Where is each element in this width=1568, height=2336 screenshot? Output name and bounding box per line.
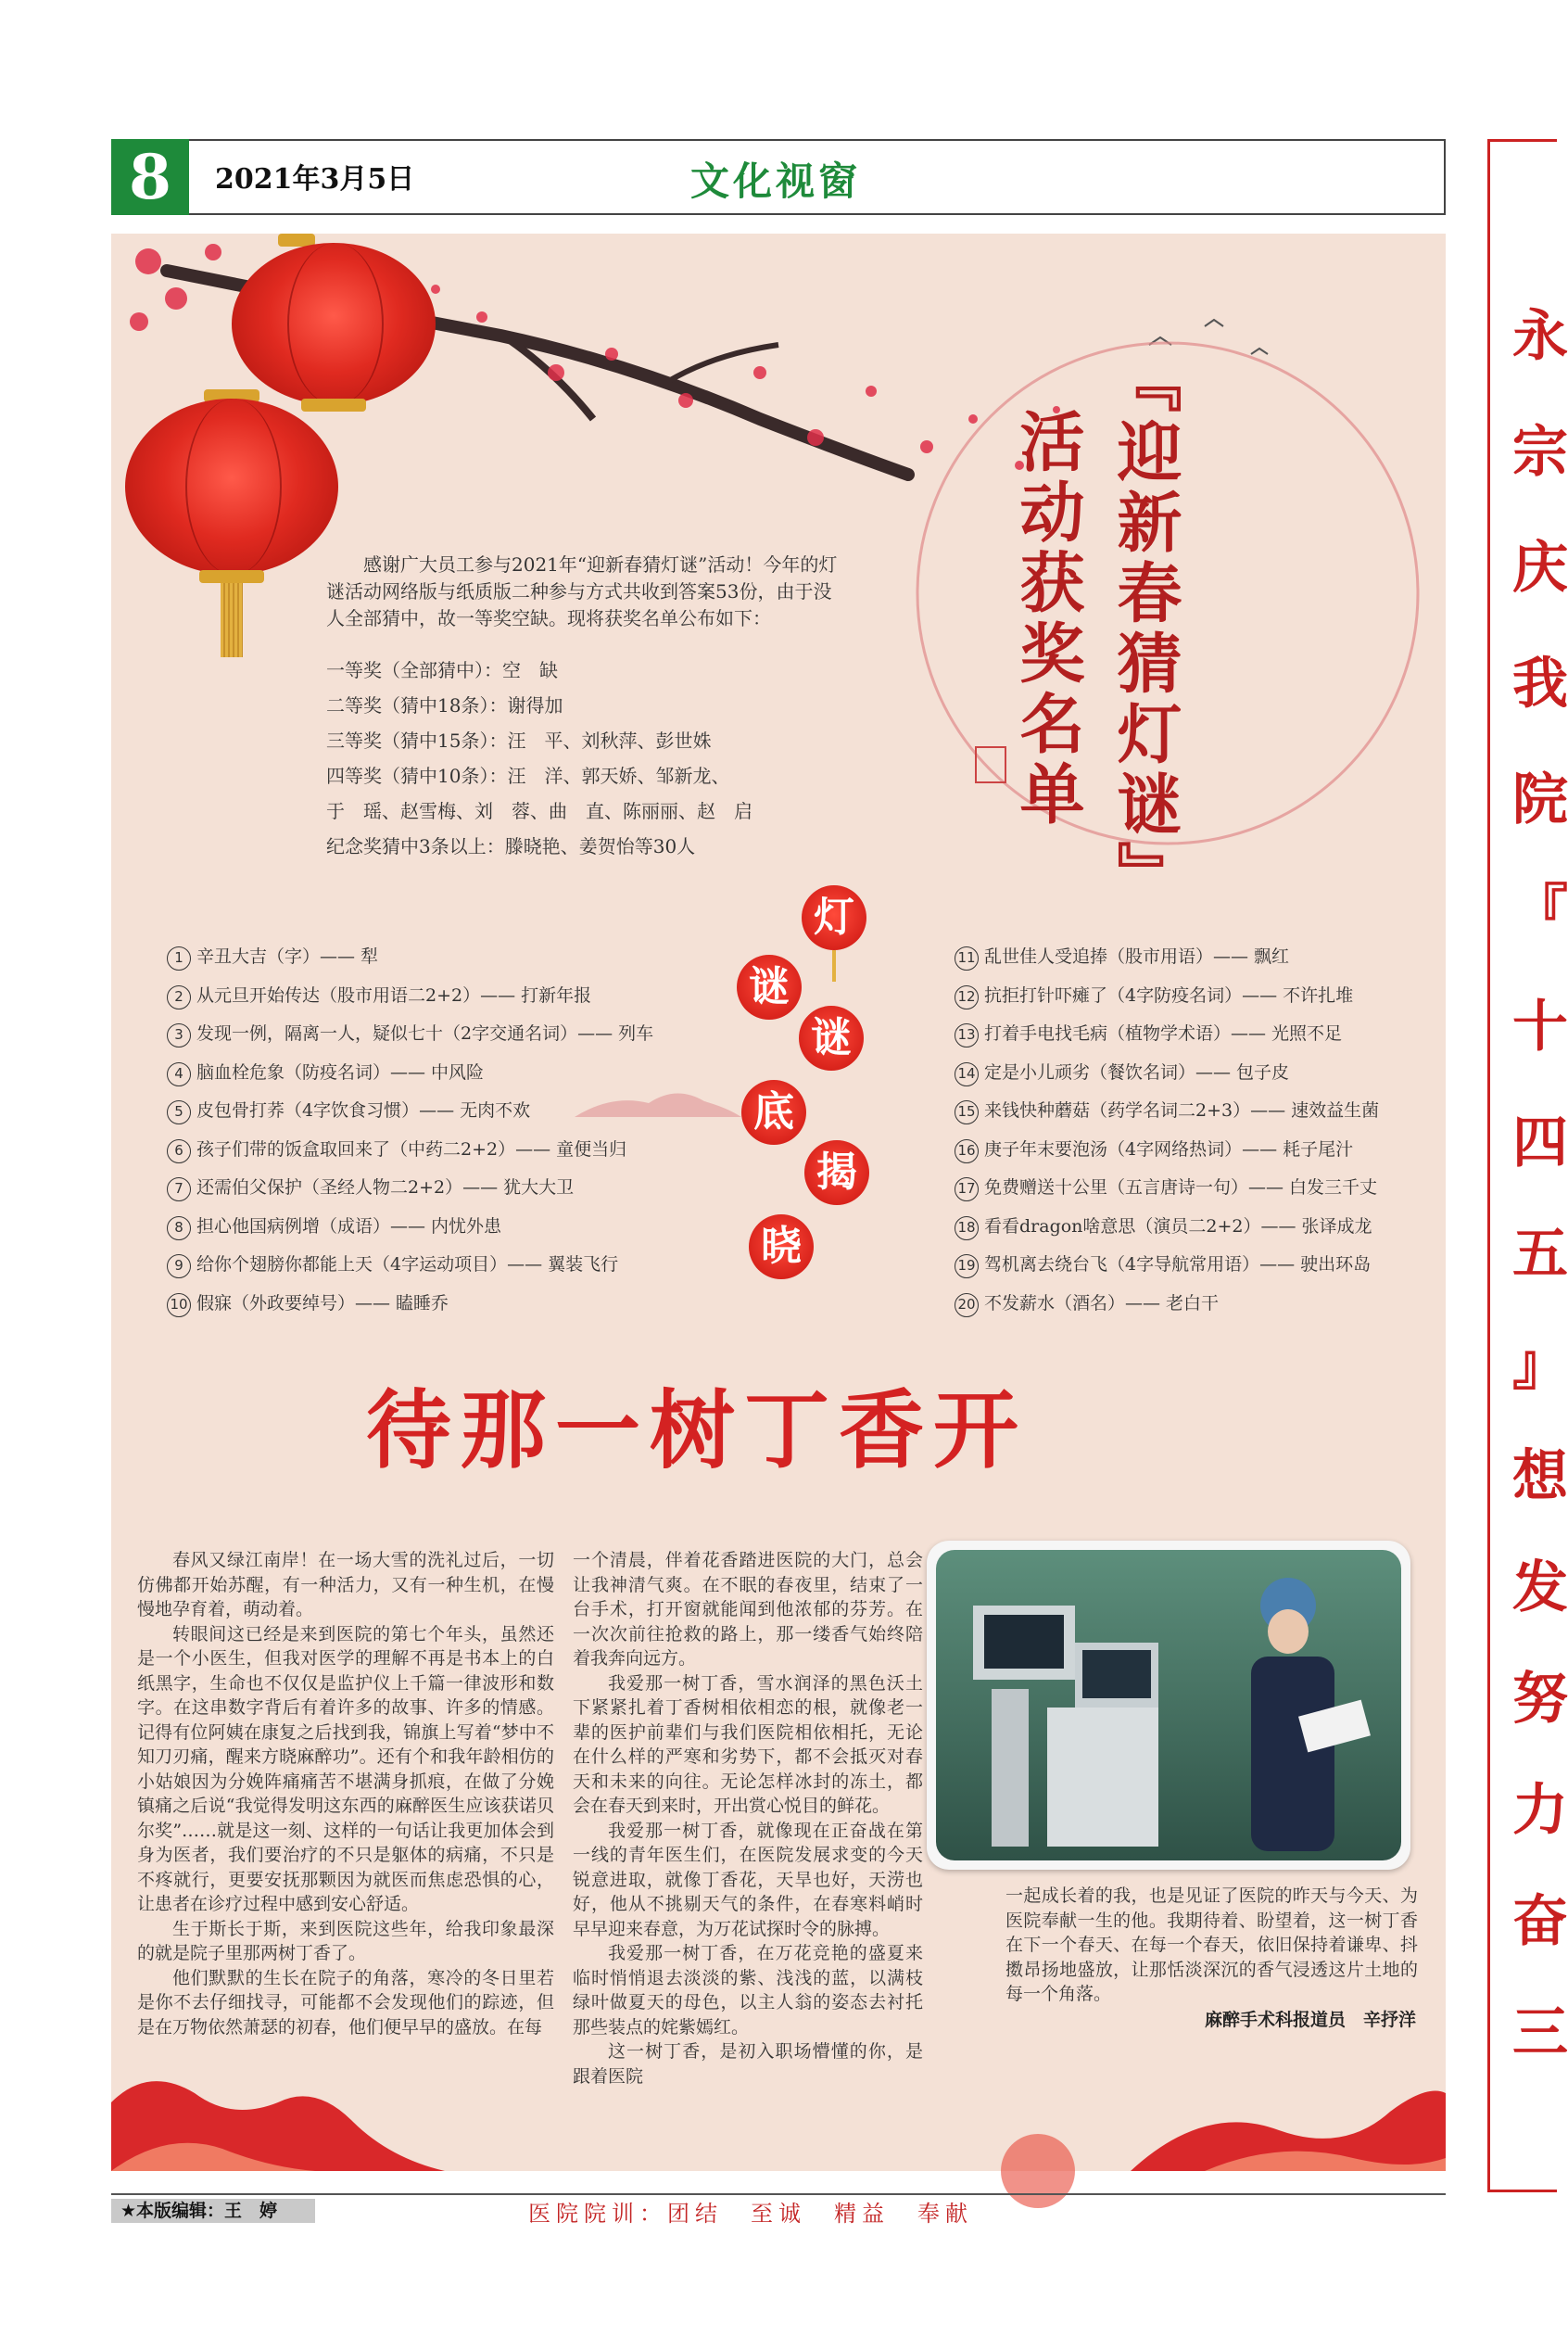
prize-line: 于 瑶、赵雪梅、刘 蓉、曲 直、陈丽丽、赵 启 <box>326 800 752 822</box>
riddle-text: 定是小儿顽劣（餐饮名词）—— 包子皮 <box>984 1062 1290 1083</box>
riddle-item <box>167 1136 626 1163</box>
lantern-char: 谜 <box>737 955 802 1020</box>
strip-char: 庆 <box>1512 536 1568 601</box>
cloud-mountain-icon <box>575 1085 741 1122</box>
strip-char: 『 <box>1512 879 1568 944</box>
riddle-number: 2 <box>167 985 191 1009</box>
strip-char: 永 <box>1512 304 1568 369</box>
riddle-text: 免费赠送十公里（五言唐诗一句）—— 白发三千丈 <box>984 1177 1378 1198</box>
paragraph: 我爱那一树丁香，就像现在正奋战在第一线的青年医生们，在医院发展求变的今天锐意进取，就像丁香花，天旱也好，天涝也好，他从不挑剔天气的条件，在春寒料峭时早早迎来春意，为万花试探时令的脉搏。 <box>573 1820 923 1939</box>
strip-char: 发 <box>1512 1555 1568 1620</box>
strip-char: 五 <box>1512 1222 1568 1287</box>
riddle-item <box>167 943 378 971</box>
strip-char: 三 <box>1512 2000 1568 2065</box>
riddle-text: 孩子们带的饭盒取回来了（中药二2+2）—— 童便当归 <box>196 1139 627 1160</box>
lantern-rib <box>287 243 384 405</box>
article-column-3 <box>1005 1884 1418 2007</box>
riddle-number: 4 <box>167 1062 191 1086</box>
riddle-number: 11 <box>955 946 979 971</box>
paragraph: 转眼间这已经是来到医院的第七个年头，虽然还是一个小医生，但我对医学的理解不再是书本上的白纸黑字，生命也不仅仅是监护仪上千篇一律波形和数字。在这串数字背后有着许多的故事、许多的情感。记得有位阿姨在康复之后找到我，锦旗上写着“梦中不知刀刃痛，醒来方晓麻醉功”。还有个和我年龄相仿的小姑娘因为分娩阵痛痛苦不堪满身抓痕，在做了分娩镇痛之后说“我觉得发明这东西的麻醉医生应该获诺贝尔奖”……就是这一刻、这样的一句话让我更加体会到身为医者，我们要治疗的不只是躯体的病痛，不只是不疼就行，更要安抚那颗因为就医而焦虑恐惧的心，让患者在诊疗过程中感到安心舒适。 <box>137 1623 554 1914</box>
lantern-rib <box>185 399 282 575</box>
page-editor: ★本版编辑：王 婷 <box>111 2199 315 2223</box>
riddle-number: 14 <box>955 1062 979 1086</box>
article-column-1 <box>137 1548 554 2039</box>
prize-line: 三等奖（猜中15条）：汪 平、刘秋萍、彭世姝 <box>326 730 712 752</box>
riddle-item <box>167 1289 449 1317</box>
riddle-text: 来钱快种蘑菇（药学名词二2+3）—— 速效益生菌 <box>984 1100 1380 1121</box>
riddle-text: 从元旦开始传达（股市用语二2+2）—— 打新年报 <box>196 985 592 1006</box>
strip-char: 努 <box>1512 1667 1568 1732</box>
prize-line: 纪念奖猜中3条以上：滕晓艳、姜贺怡等30人 <box>326 835 696 857</box>
riddle-item <box>167 1212 501 1240</box>
riddle-number: 19 <box>955 1254 979 1278</box>
article-column-2 <box>573 1548 923 2088</box>
riddle-text: 给你个翅膀你都能上天（4字运动项目）—— 翼装飞行 <box>196 1254 619 1275</box>
section-title: 文化视窗 <box>690 159 862 204</box>
riddle-number: 1 <box>167 946 191 971</box>
riddle-text: 发现一例，隔离一人，疑似七十（2字交通名词）—— 列车 <box>196 1023 654 1044</box>
riddle-number: 20 <box>955 1293 979 1317</box>
riddle-item <box>955 1212 1372 1240</box>
riddle-text: 看看dragon啥意思（演员二2+2）—— 张译成龙 <box>984 1216 1372 1237</box>
riddle-number: 18 <box>955 1216 979 1240</box>
intro-text: 感谢广大员工参与2021年“迎新春猜灯谜”活动！今年的灯谜活动网络版与纸质版二种参与方式共收到答案53份，由于没人全部猜中，故一等奖空缺。现将获奖名单公布如下： <box>326 553 838 629</box>
riddle-item <box>167 1097 530 1124</box>
riddle-item <box>955 1251 1371 1278</box>
contest-intro <box>326 552 845 632</box>
riddle-item <box>167 982 591 1009</box>
page-number: 8 <box>111 139 189 215</box>
riddle-number: 16 <box>955 1139 979 1163</box>
strip-char: 宗 <box>1512 420 1568 485</box>
strip-char: 十 <box>1512 995 1568 1060</box>
strip-char: 院 <box>1512 768 1568 832</box>
lantern-tassel <box>221 583 243 657</box>
riddle-number: 6 <box>167 1139 191 1163</box>
lantern-cap <box>301 399 366 412</box>
strip-char: 四 <box>1512 1111 1568 1175</box>
strip-char: 想 <box>1512 1444 1568 1509</box>
lantern-char: 谜 <box>799 1006 864 1071</box>
hospital-motto: 医院院训：团结 至诚 精益 奉献 <box>528 2201 973 2227</box>
red-wave-decoration <box>111 2065 1446 2171</box>
riddle-item <box>167 1059 484 1086</box>
lantern-char: 晓 <box>749 1214 814 1279</box>
seal-stamp-icon <box>975 746 1006 783</box>
strip-char: 奋 <box>1512 1889 1568 1954</box>
riddle-number: 5 <box>167 1100 191 1124</box>
riddle-number: 17 <box>955 1177 979 1201</box>
lantern-char: 底 <box>741 1080 806 1145</box>
riddle-text: 乱世佳人受追捧（股市用语）—— 飘红 <box>984 946 1290 967</box>
riddle-text: 皮包骨打荞（4字饮食习惯）—— 无肉不欢 <box>196 1100 531 1121</box>
riddle-text: 脑血栓危象（防疫名词）—— 中风险 <box>196 1062 485 1083</box>
riddle-number: 8 <box>167 1216 191 1240</box>
riddle-text: 驾机离去绕台飞（4字导航常用语）—— 驶出环岛 <box>984 1254 1372 1275</box>
riddle-item <box>955 982 1353 1009</box>
article-byline: 麻醉手术科报道员 辛抒洋 <box>1205 2010 1417 2030</box>
paragraph: 一起成长着的我，也是见证了医院的昨天与今天、为医院奉献一生的他。我期待着、盼望着，这一树丁香在下一个春天、在每一个春天，依旧保持着谦卑、抖擞昂扬地盛放，让那恬淡深沉的香气浸透这片土地的每一个角落。 <box>1005 1885 1418 2004</box>
riddle-number: 12 <box>955 985 979 1009</box>
riddle-text: 庚子年末要泡汤（4字网络热词）—— 耗子尾汁 <box>984 1139 1354 1160</box>
riddle-text: 不发薪水（酒名）—— 老白干 <box>984 1293 1220 1314</box>
lantern-char: 揭 <box>804 1140 869 1205</box>
riddle-item <box>955 1289 1219 1317</box>
riddle-item <box>167 1020 653 1047</box>
prize-line: 四等奖（猜中10条）：汪 洋、郭天娇、邹新龙、 <box>326 765 730 787</box>
strip-char: 我 <box>1512 652 1568 717</box>
riddle-number: 15 <box>955 1100 979 1124</box>
lantern-tassel <box>832 950 836 982</box>
riddle-item <box>955 1059 1289 1086</box>
riddle-item <box>955 1174 1377 1201</box>
paragraph: 这一树丁香，是初入职场懵懂的你，是跟着医院 <box>573 2041 923 2087</box>
riddle-item <box>955 1020 1342 1047</box>
paragraph: 生于斯长于斯，来到医院这些年，给我印象最深的就是院子里那两树丁香了。 <box>137 1918 554 1963</box>
riddle-number: 3 <box>167 1023 191 1047</box>
contest-title-sub: 活动获奖名单 <box>1009 408 1085 831</box>
strip-char: 』 <box>1512 1333 1568 1398</box>
surgery-photo-icon <box>936 1550 1401 1860</box>
paragraph: 春风又绿江南岸！在一场大雪的洗礼过后，一切仿佛都开始苏醒，有一种活力，又有一种生机，在慢慢地孕育着，萌动着。 <box>137 1550 554 1619</box>
riddle-item <box>167 1251 618 1278</box>
contest-title-main: 『迎新春猜灯谜』 <box>1106 348 1182 911</box>
riddle-number: 10 <box>167 1293 191 1317</box>
paragraph: 他们默默的生长在院子的角落，寒冷的冬日里若是你不去仔细找寻，可能都不会发现他们的踪迹，但是在万物依然萧瑟的初春，他们便早早的盛放。在每 <box>137 1967 554 2038</box>
strip-char: 力 <box>1512 1778 1568 1843</box>
paragraph: 我爱那一树丁香，雪水润泽的黑色沃土下紧紧扎着丁香树相依相恋的根，就像老一辈的医护前辈们与我们医院相依相托，无论在什么样的严寒和劣势下，都不会抵灭对春天和未来的向往。无论怎样冰封的冻土，都会在春天到来时，开出赏心悦目的鲜花。 <box>573 1672 923 1816</box>
riddle-item <box>167 1174 574 1201</box>
riddle-text: 假寐（外政要绰号）—— 瞌睡乔 <box>196 1293 449 1314</box>
article-headline: 待那一树丁香开 <box>366 1381 1029 1480</box>
riddle-item <box>955 1136 1353 1163</box>
riddle-text: 抗拒打针吓瘫了（4字防疫名词）—— 不许扎堆 <box>984 985 1354 1006</box>
riddle-text: 担心他国病例增（成语）—— 内忧外患 <box>196 1216 502 1237</box>
prize-line: 一等奖（全部猜中）：空 缺 <box>326 659 558 681</box>
riddle-number: 9 <box>167 1254 191 1278</box>
issue-date: 2021年3月5日 <box>215 163 415 196</box>
paragraph: 我爱那一树丁香，在万花竞艳的盛夏来临时悄悄退去淡淡的紫、浅浅的蓝，以满枝绿叶做夏天的母色，以主人翁的姿态去衬托那些装点的姹紫嫣红。 <box>573 1943 923 2038</box>
riddle-item <box>955 1097 1379 1124</box>
riddle-text: 还需伯父保护（圣经人物二2+2）—— 犹大大卫 <box>196 1177 575 1198</box>
paragraph: 一个清晨，伴着花香踏进医院的大门，总会让我神清气爽。在不眠的春夜里，结束了一台手术，打开窗就能闻到他浓郁的芬芳。在一次次前往抢救的路上，那一缕香气始终陪着我奔向远方。 <box>573 1550 923 1669</box>
riddle-item <box>955 943 1289 971</box>
riddle-number: 7 <box>167 1177 191 1201</box>
lantern-cap <box>199 570 264 583</box>
riddle-number: 13 <box>955 1023 979 1047</box>
lantern-char: 灯 <box>802 885 866 950</box>
prize-line: 二等奖（猜中18条）：谢得加 <box>326 694 563 717</box>
riddle-text: 打着手电找毛病（植物学术语）—— 光照不足 <box>984 1023 1343 1044</box>
riddle-text: 辛丑大吉（字）—— 犁 <box>196 946 379 967</box>
